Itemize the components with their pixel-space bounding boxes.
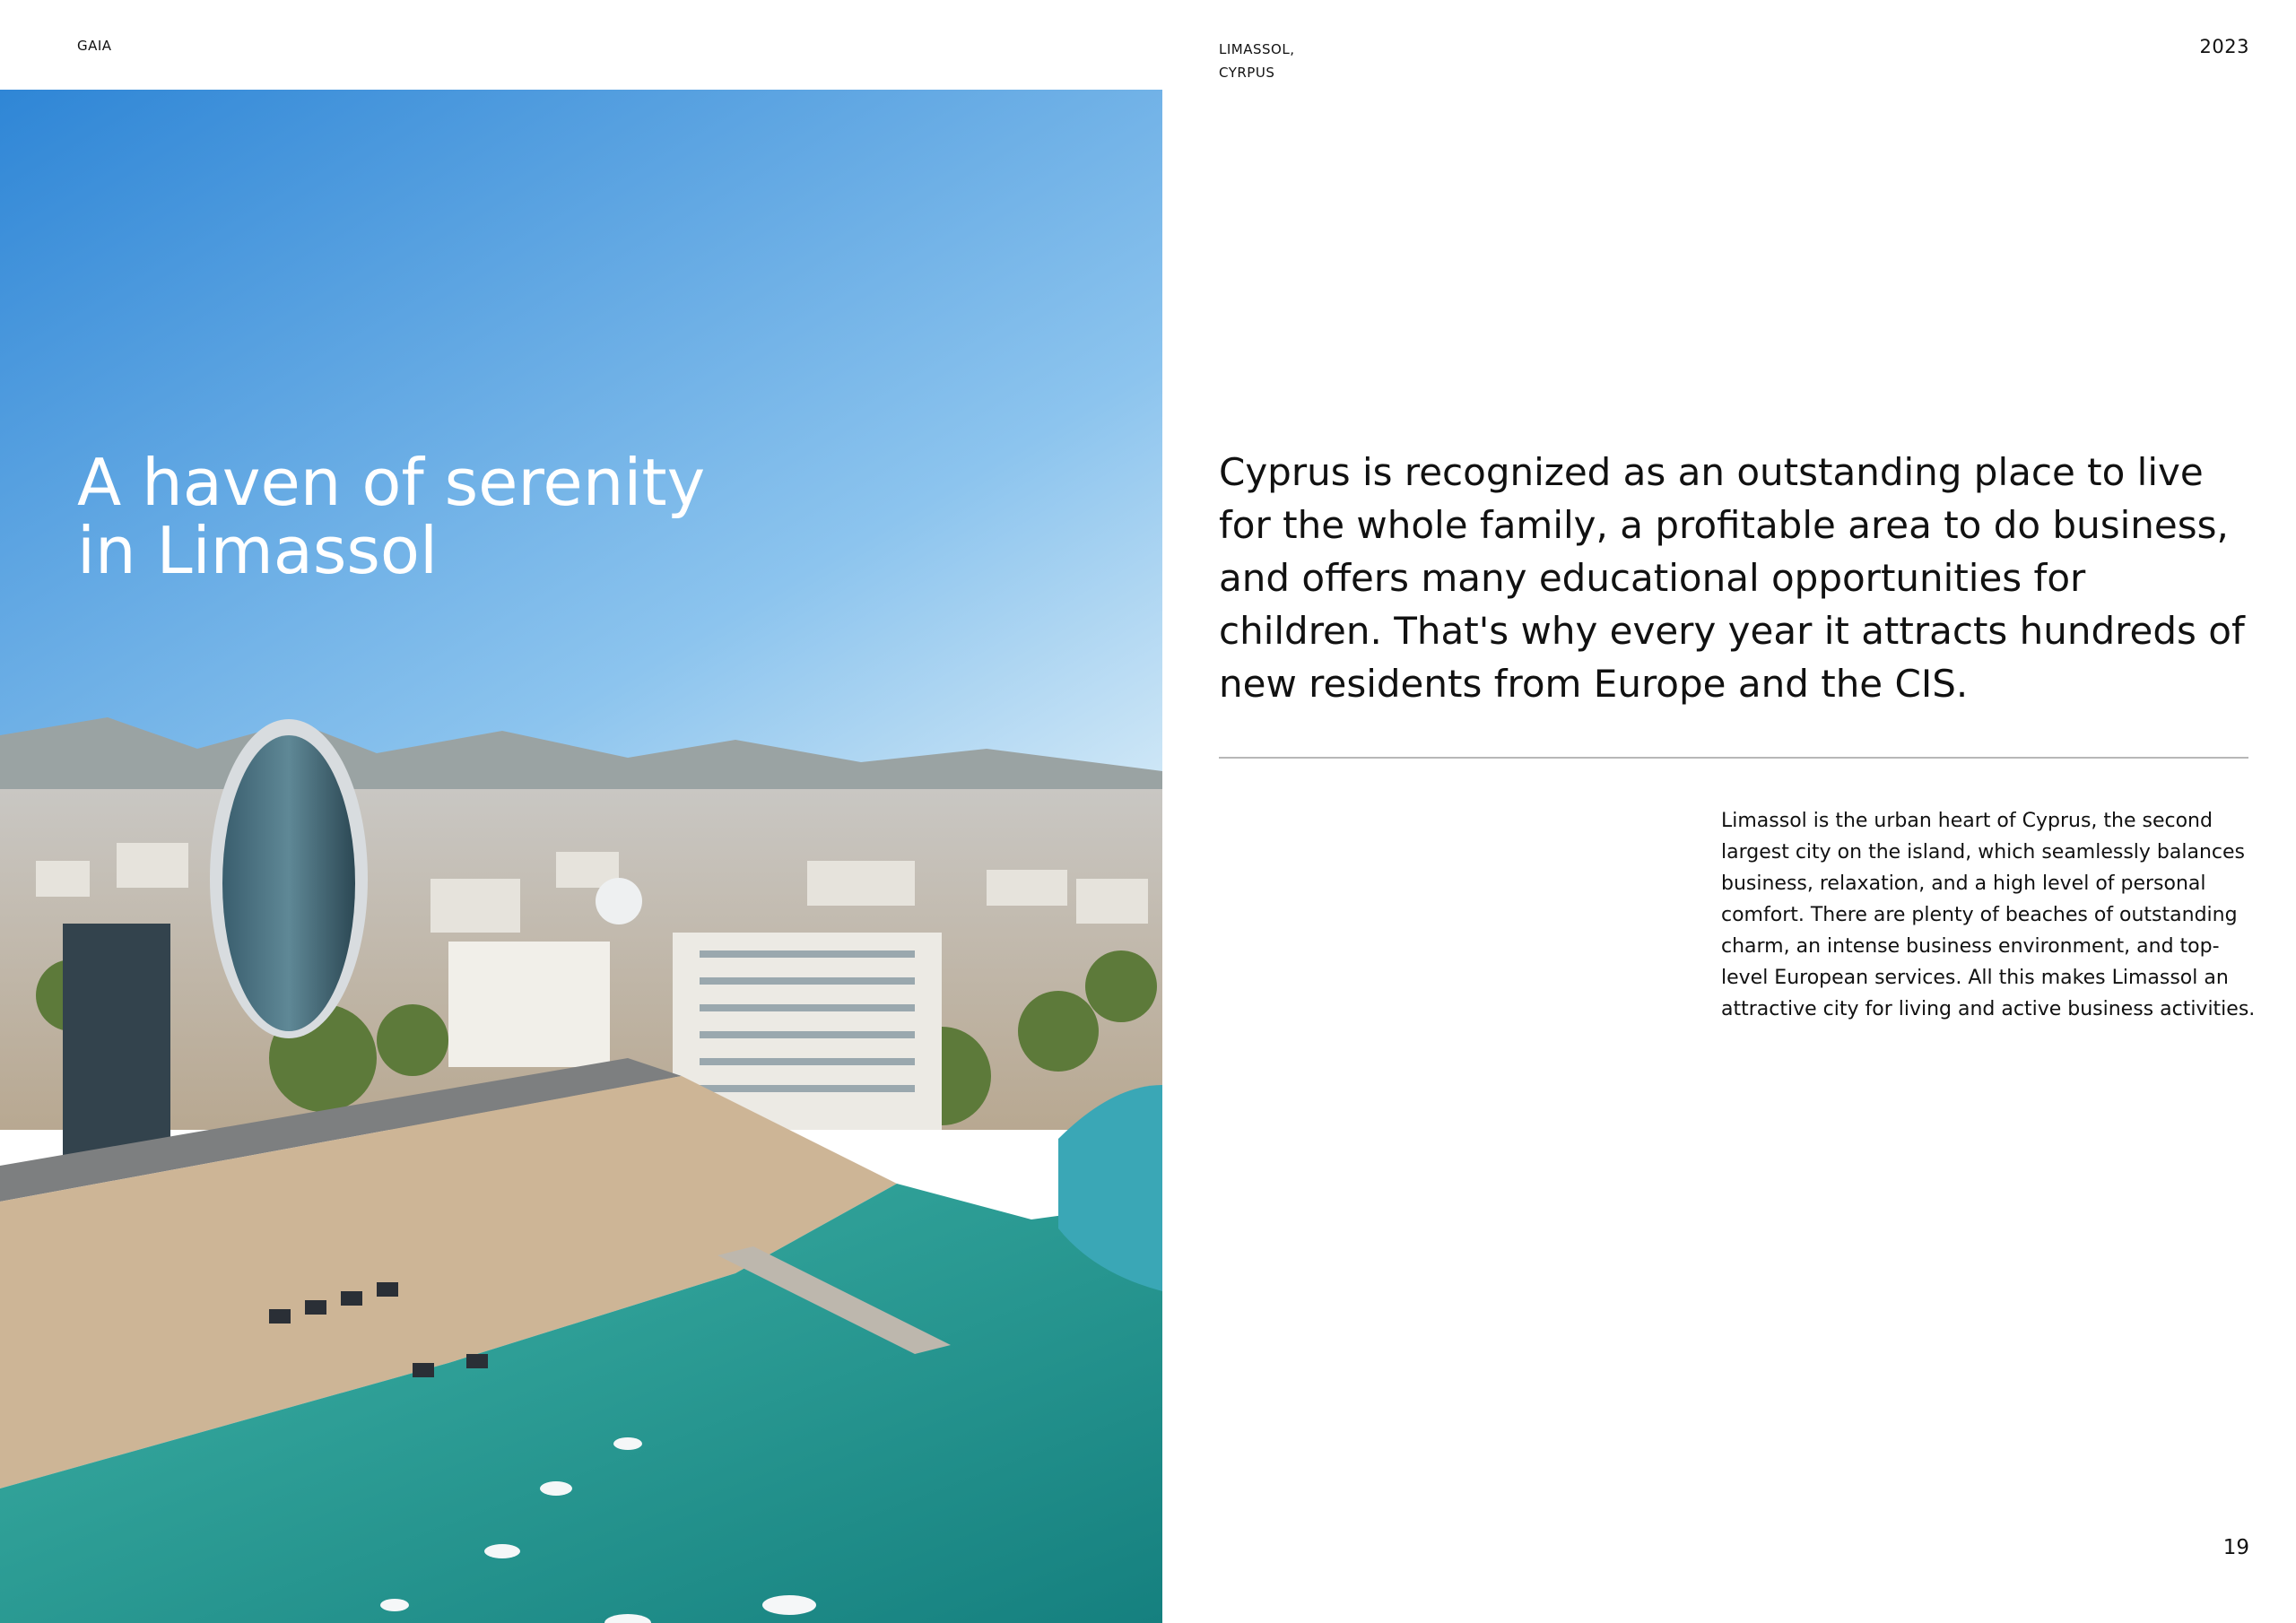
- year-label: 2023: [2199, 36, 2249, 57]
- hero-title: [77, 445, 1064, 588]
- page-number: 19: [2222, 1536, 2249, 1559]
- hero-title-line-1: A haven of serenity: [77, 445, 706, 520]
- lead-paragraph: Cyprus is recognized as an outstanding place to live for the whole family, a profitable area to do business, and offers many educational opportunities for children. That's why every year it attracts hundreds of new residents from Europe and the CIS.: [1219, 450, 2245, 706]
- brand-label: GAIA: [77, 38, 112, 54]
- location-city: LIMASSOL,: [1219, 41, 1295, 57]
- location-label: [1219, 38, 1294, 84]
- aerial-photo-limassol-coast-icon: [0, 90, 1162, 1623]
- hero-title-line-2: in Limassol: [77, 513, 438, 588]
- body-paragraph: Limassol is the urban heart of Cyprus, the second largest city on the island, which seamlessly balances business, relaxation, and a high level of personal comfort. There are plenty of beaches of outstanding charm, an intense business environment, and top-level European services. All this makes Limassol an attractive city for living and active business activities.: [1721, 810, 2256, 1020]
- location-country: CYRPUS: [1219, 65, 1275, 81]
- aerial-photo: [0, 90, 1162, 1623]
- section-divider: [1219, 757, 2248, 759]
